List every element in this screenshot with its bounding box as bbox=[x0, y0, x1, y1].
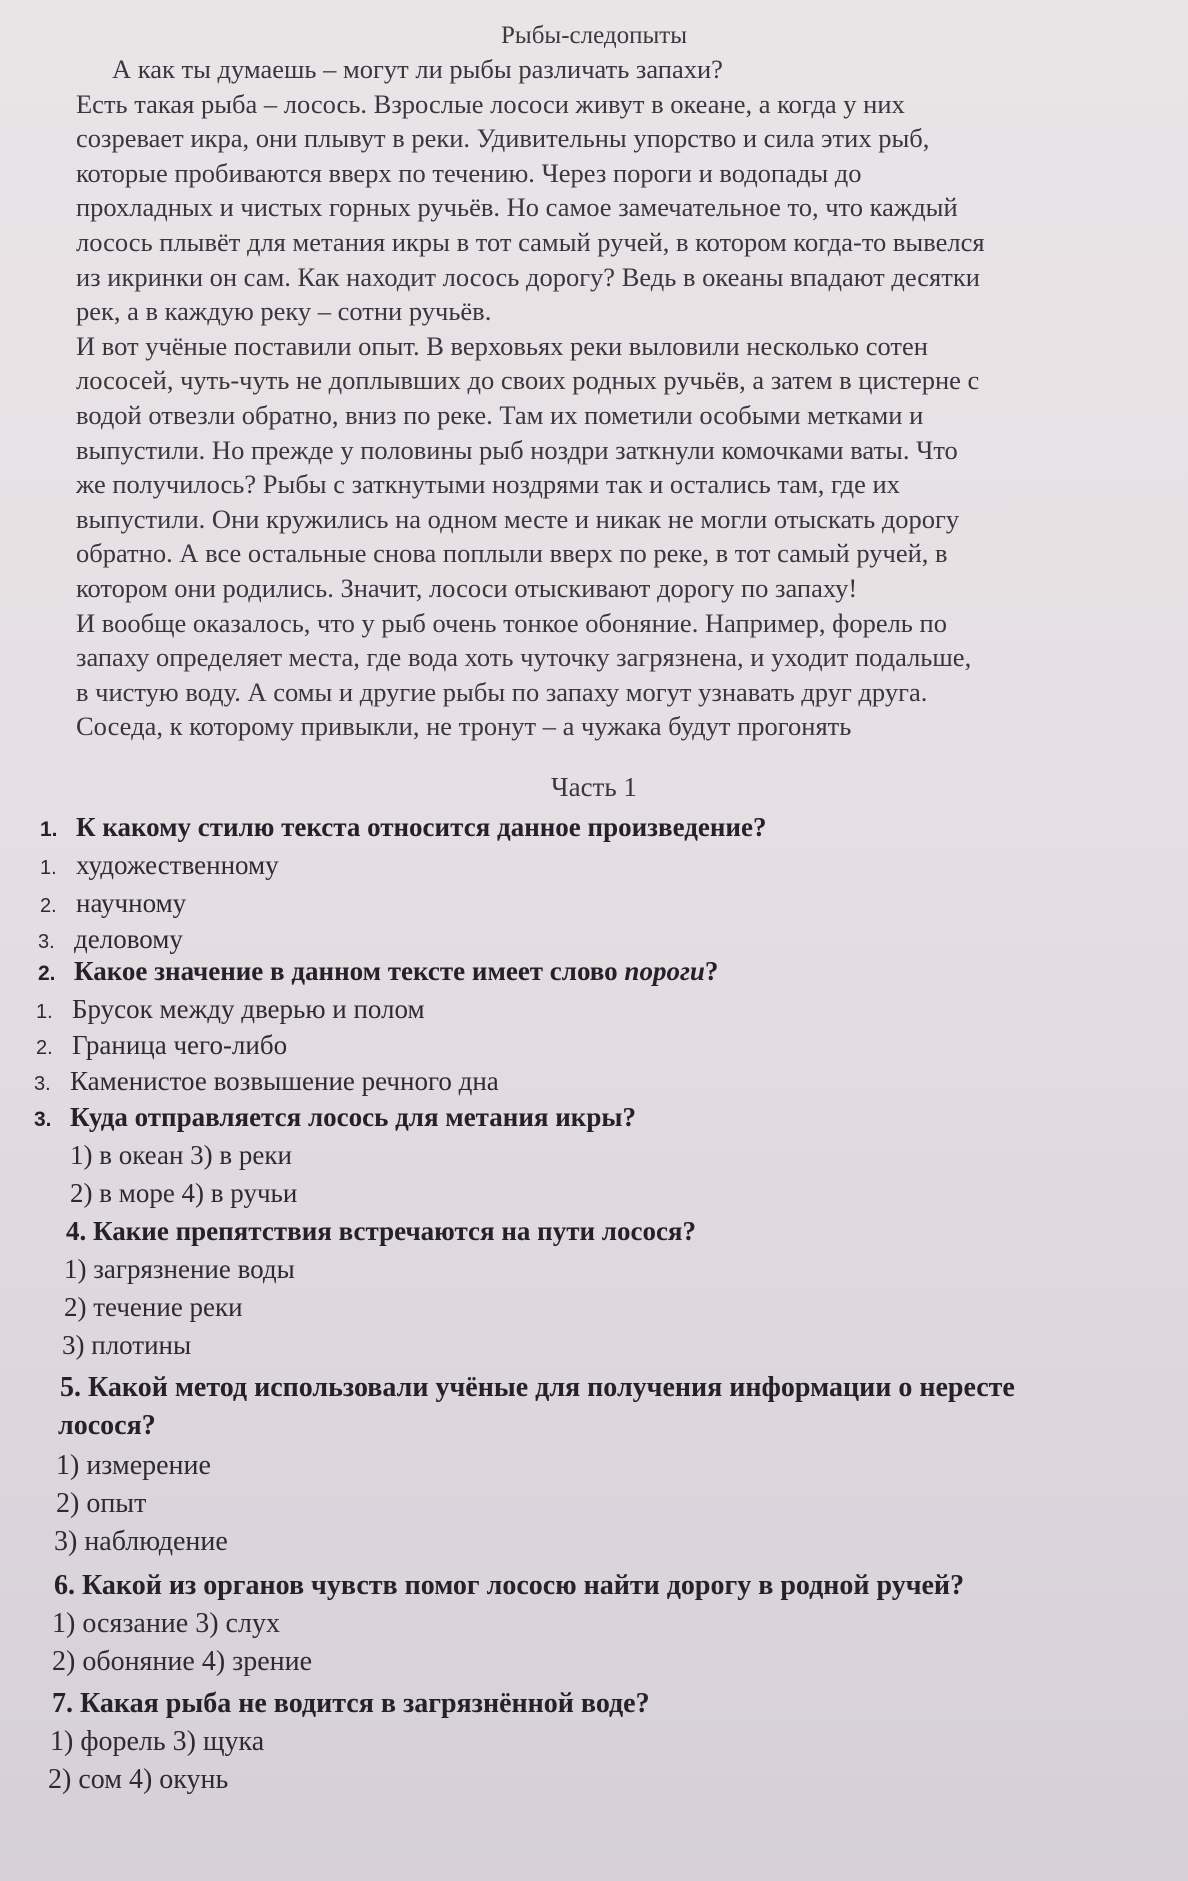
passage-line: же получилось? Рыбы с заткнутыми ноздрями так и остались там, где их bbox=[76, 469, 900, 500]
question-number: 1. bbox=[40, 818, 58, 841]
answer-options-line: 1) форель 3) щука bbox=[50, 1726, 265, 1757]
passage-line: выпустили. Они кружились на одном месте и никак не могли отыскать дорогу bbox=[76, 503, 960, 534]
option-number: 2. bbox=[36, 1037, 53, 1059]
passage-line: А как ты думаешь – могут ли рыбы различать запахи? bbox=[112, 54, 723, 84]
passage-line: созревает икра, они плывут в реки. Удивительны упорство и сила этих рыб, bbox=[76, 123, 930, 154]
question-text-end: ? bbox=[704, 956, 719, 986]
question-6: 6. Какой из органов чувств помог лососю найти дорогу в родной ручей? bbox=[54, 1570, 965, 1601]
answer-option bbox=[40, 850, 279, 881]
passage-line: лосось плывёт для метания икры в тот самый ручей, в котором когда-то вывелся bbox=[76, 226, 985, 257]
passage-line: выпустили. Но прежде у половины рыб ноздри заткнули комочками ваты. Что bbox=[76, 434, 958, 465]
answer-options-line: 1) в океан 3) в реки bbox=[70, 1140, 292, 1170]
question-text: К какому стилю текста относится данное произведение? bbox=[76, 812, 767, 842]
option-text: научному bbox=[76, 888, 187, 918]
answer-options-line: 2) обоняние 4) зрение bbox=[52, 1646, 313, 1677]
passage-line: котором они родились. Значит, лососи отыскивают дорогу по запаху! bbox=[76, 572, 858, 603]
option-text: Брусок между дверью и полом bbox=[72, 994, 425, 1024]
question-5: 5. Какой метод использовали учёные для получения информации о нересте bbox=[60, 1372, 1015, 1403]
passage-line: Соседа, к которому привыкли, не тронут – а чужака будут прогонять bbox=[76, 711, 852, 742]
question-4: 4. Какие препятствия встречаются на пути лосося? bbox=[66, 1216, 697, 1246]
question-5-continued: лосося? bbox=[58, 1410, 156, 1441]
part-heading: Часть 1 bbox=[551, 772, 637, 802]
question-1 bbox=[40, 812, 766, 843]
passage-line: И вот учёные поставили опыт. В верховьях реки выловили несколько сотен bbox=[76, 330, 928, 361]
passage-line: рек, а в каждую реку – сотни ручьёв. bbox=[76, 296, 492, 327]
text-title: Рыбы-следопыты bbox=[501, 22, 687, 49]
question-7: 7. Какая рыба не водится в загрязнённой воде? bbox=[52, 1688, 650, 1719]
reading-passage bbox=[76, 52, 1136, 744]
passage-line: Есть такая рыба – лосось. Взрослые лососи живут в океане, а когда у них bbox=[76, 88, 905, 119]
answer-option: 3) плотины bbox=[62, 1330, 192, 1360]
question-3 bbox=[34, 1102, 636, 1133]
option-number: 2. bbox=[40, 895, 57, 917]
answer-options-line: 2) в море 4) в ручьи bbox=[70, 1178, 298, 1208]
option-number: 1. bbox=[40, 857, 57, 879]
answer-option: 1) загрязнение воды bbox=[64, 1254, 295, 1284]
question-2 bbox=[38, 956, 718, 987]
option-text: Каменистое возвышение речного дна bbox=[70, 1066, 499, 1096]
question-text: Куда отправляется лосось для метания икры? bbox=[70, 1102, 636, 1132]
answer-option: 2) опыт bbox=[56, 1488, 147, 1519]
option-number: 3. bbox=[34, 1073, 51, 1095]
passage-line: прохладных и чистых горных ручьёв. Но самое замечательное то, что каждый bbox=[76, 192, 958, 223]
question-text: Какое значение в данном тексте имеет слово bbox=[74, 956, 625, 986]
answer-option bbox=[36, 1030, 287, 1061]
answer-option bbox=[38, 924, 183, 955]
answer-option: 2) течение реки bbox=[64, 1292, 243, 1322]
option-number: 3. bbox=[38, 931, 55, 953]
answer-option: 1) измерение bbox=[56, 1450, 211, 1481]
passage-line: в чистую воду. А сомы и другие рыбы по запаху могут узнавать друг друга. bbox=[76, 676, 928, 707]
answer-options-line: 1) осязание 3) слух bbox=[52, 1608, 280, 1639]
passage-line: водой отвезли обратно, вниз по реке. Там их пометили особыми метками и bbox=[76, 399, 924, 430]
question-keyword: пороги bbox=[624, 956, 705, 986]
question-number: 3. bbox=[34, 1108, 52, 1131]
passage-line: обратно. А все остальные снова поплыли вверх по реке, в тот самый ручей, в bbox=[76, 538, 948, 569]
question-number: 2. bbox=[38, 962, 56, 985]
option-text: Граница чего-либо bbox=[72, 1030, 288, 1060]
answer-options-line: 2) сом 4) окунь bbox=[48, 1764, 229, 1795]
option-number: 1. bbox=[36, 1001, 53, 1023]
answer-option bbox=[34, 1066, 499, 1097]
answer-option: 3) наблюдение bbox=[54, 1526, 228, 1557]
answer-option bbox=[40, 888, 186, 919]
option-text: художественному bbox=[76, 850, 279, 880]
passage-line: лососей, чуть-чуть не доплывших до своих родных ручьёв, а затем в цистерне с bbox=[76, 365, 980, 396]
passage-line: И вообще оказалось, что у рыб очень тонкое обоняние. Например, форель по bbox=[76, 607, 947, 638]
passage-line: которые пробиваются вверх по течению. Через пороги и водопады до bbox=[76, 157, 862, 188]
answer-option bbox=[36, 994, 425, 1025]
passage-line: из икринки он сам. Как находит лосось дорогу? Ведь в океаны впадают десятки bbox=[76, 261, 980, 292]
passage-line: запаху определяет места, где вода хоть чуточку загрязнена, и уходит подальше, bbox=[76, 642, 972, 673]
option-text: деловому bbox=[74, 924, 183, 954]
